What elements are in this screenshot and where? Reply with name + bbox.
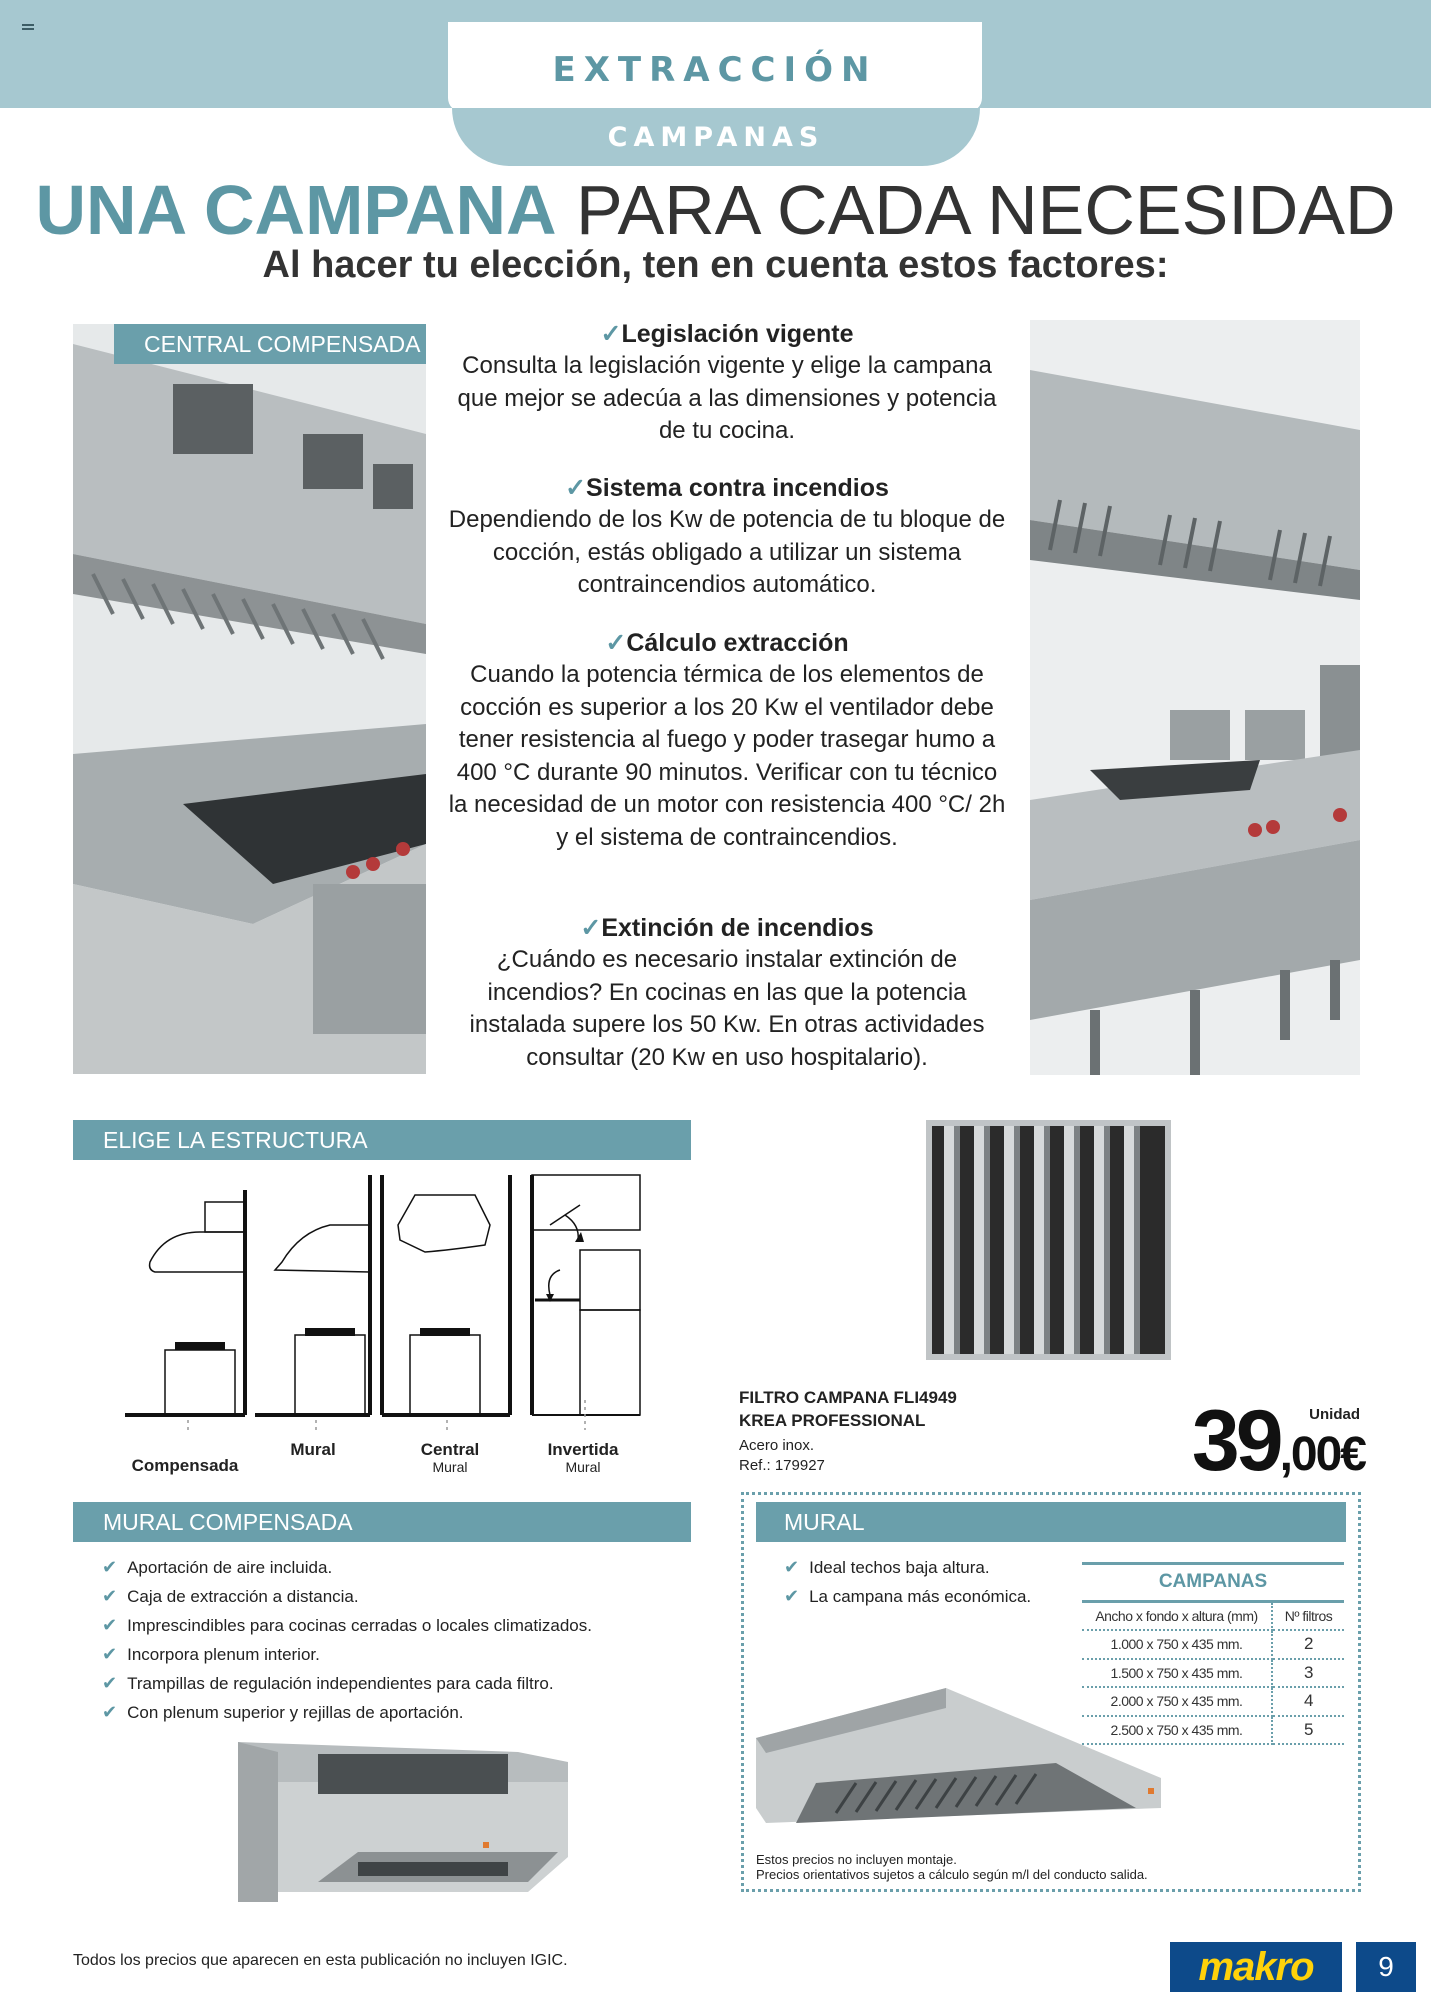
- factor-incendios: [432, 472, 1022, 602]
- check-icon: ✓: [605, 629, 627, 657]
- price-unit: Unidad: [1309, 1406, 1360, 1423]
- estructura-label: ELIGE LA ESTRUCTURA: [73, 1120, 691, 1160]
- list-item: ✔ Imprescindibles para cocinas cerradas o locales climatizados.: [102, 1611, 592, 1640]
- list-item: ✔ Trampillas de regulación independientes para cada filtro.: [102, 1669, 592, 1698]
- list-item: ✔ Con plenum superior y rejillas de aportación.: [102, 1698, 592, 1727]
- menu-icon[interactable]: [22, 24, 34, 30]
- factor-title: Extinción de incendios: [601, 914, 874, 942]
- list-item: ✔ Caja de extracción a distancia.: [102, 1582, 592, 1611]
- list-item: ✔ Incorpora plenum interior.: [102, 1640, 592, 1669]
- headline-bold: UNA CAMPANA: [35, 171, 557, 249]
- structure-central: Central Mural: [420, 1440, 480, 1475]
- headline-rest: PARA CADA NECESIDAD: [576, 171, 1396, 249]
- factor-title: Cálculo extracción: [626, 629, 849, 657]
- list-item: ✔ La campana más económica.: [784, 1582, 1031, 1611]
- factor-legislacion: [432, 318, 1022, 448]
- hood-mural-compensada-image: [238, 1742, 568, 1902]
- mural-compensada-features: [102, 1553, 592, 1727]
- structure-mural: Mural: [290, 1440, 336, 1459]
- list-item: ✔ Ideal techos baja altura.: [784, 1553, 1031, 1582]
- hood-mural-image: [756, 1688, 1161, 1828]
- check-icon: ✓: [580, 914, 602, 942]
- central-compensada-label: CENTRAL COMPENSADA: [114, 324, 426, 364]
- table-row: 2.500 x 750 x 435 mm. 5: [1082, 1716, 1344, 1745]
- product-details: [739, 1436, 825, 1476]
- table-row: 2.000 x 750 x 435 mm. 4: [1082, 1687, 1344, 1716]
- mural-label: MURAL: [756, 1502, 1346, 1542]
- footer-note: Todos los precios que aparecen en esta publicación no incluyen IGIC.: [73, 1952, 568, 1969]
- subsection-title: CAMPANAS: [607, 122, 825, 153]
- page-subheadline: Al hacer tu elección, ten en cuenta estos factores:: [262, 244, 1169, 286]
- mural-features: [784, 1553, 1031, 1611]
- page-number: 9: [1356, 1942, 1416, 1992]
- kitchen-photo-central: [73, 324, 426, 1074]
- product-name: FILTRO CAMPANA FLI4949 KREA PROFESSIONAL: [739, 1388, 957, 1430]
- factor-extincion: [432, 912, 1022, 1074]
- product-material: Acero inox.: [739, 1437, 815, 1454]
- table-header-row: Ancho x fondo x altura (mm) Nº filtros: [1082, 1602, 1344, 1631]
- structure-invertida: Invertida Mural: [547, 1440, 619, 1475]
- list-item: ✔ Aportación de aire incluida.: [102, 1553, 592, 1582]
- structure-diagrams: [120, 1170, 650, 1430]
- filter-product-image: [926, 1120, 1171, 1360]
- page-headline: [0, 170, 1431, 250]
- structure-compensada: Compensada: [131, 1456, 239, 1475]
- check-icon: ✓: [565, 474, 587, 502]
- product-ref: Ref.: 179927: [739, 1457, 825, 1474]
- section-title: EXTRACCIÓN: [552, 50, 878, 90]
- mural-compensada-label: MURAL COMPENSADA: [73, 1502, 691, 1542]
- mural-note: Estos precios no incluyen montaje. Precios orientativos sujetos a cálculo según m/l del conducto salida.: [756, 1852, 1148, 1882]
- factor-text: Cuando la potencia térmica de los elementos de cocción es superior a los 20 Kw el ventilador debe tener resistencia al fuego y poder trasegar humo a 400 °C durante 90 minutos. Verificar con tu técnico la necesidad de un motor con resistencia 400 °C/ 2h y el sistema de contraincendios.: [448, 661, 1006, 851]
- factor-text: Consulta la legislación vigente y elige la campana que mejor se adecúa a las dimensiones y potencia de tu cocina.: [457, 352, 997, 444]
- factor-title: Sistema contra incendios: [586, 474, 889, 502]
- table-row: 1.500 x 750 x 435 mm. 3: [1082, 1659, 1344, 1688]
- campanas-table-title: CAMPANAS: [1082, 1562, 1344, 1592]
- product-price: 39,00€: [1191, 1393, 1365, 1489]
- factor-text: Dependiendo de los Kw de potencia de tu bloque de cocción, estás obligado a utilizar un sistema contraincendios automático.: [448, 506, 1006, 598]
- table-row: 1.000 x 750 x 435 mm. 2: [1082, 1630, 1344, 1659]
- check-icon: ✓: [600, 320, 622, 348]
- factor-text: ¿Cuándo es necesario instalar extinción de incendios? En cocinas en las que la potencia instalada supere los 50 Kw. En otras actividades consultar (20 Kw en uso hospitalario).: [469, 946, 985, 1071]
- kitchen-photo-mural: [1030, 320, 1360, 1075]
- makro-logo: makro: [1170, 1942, 1342, 1992]
- factor-title: Legislación vigente: [621, 320, 854, 348]
- factor-extraccion: [432, 627, 1022, 854]
